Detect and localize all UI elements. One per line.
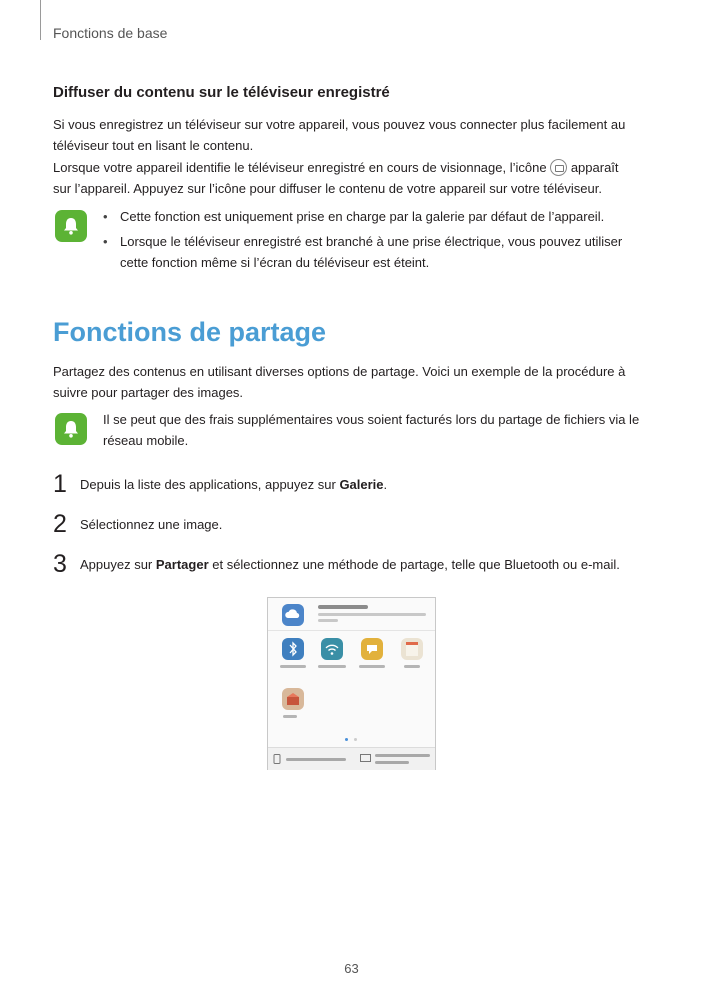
- note-mobile-fees: [103, 409, 663, 451]
- cast-icon: [550, 159, 567, 176]
- contact-name-placeholder: [318, 605, 368, 609]
- step-number: 1: [53, 470, 67, 498]
- bullet-dot: •: [103, 234, 108, 249]
- bullet-dot: •: [103, 209, 108, 224]
- paragraph-registered-tv: [53, 114, 653, 156]
- cloud-icon: [282, 604, 304, 626]
- step-number: 2: [53, 510, 67, 538]
- section-heading: Diffuser du contenu sur le téléviseur enregistré: [53, 84, 390, 101]
- paragraph-line: Lorsque votre appareil identifie le téléviseur enregistré en cours de visionnage, l’icône apparaît: [53, 160, 619, 175]
- note-bullet-list: [103, 206, 663, 277]
- bottom-option-label-placeholder: [375, 754, 430, 757]
- note-bullet: • Cette fonction est uniquement prise en charge par la galerie par défaut de l’appareil.: [103, 206, 663, 227]
- note-bullet: • Lorsque le téléviseur enregistré est branché à une prise électrique, vous pouvez utiliser cette fonction même si l’écran du téléviseur est éteint.: [103, 231, 663, 273]
- paragraph-line: Si vous enregistrez un téléviseur sur votre appareil, vous pouvez vous connecter plus facilement au: [53, 117, 626, 132]
- note-bell-icon: [55, 413, 87, 445]
- step-text: Sélectionnez une image.: [80, 517, 223, 532]
- memo-icon[interactable]: [401, 638, 423, 660]
- contact-detail-placeholder: [318, 613, 426, 616]
- app-label-placeholder: [318, 665, 346, 668]
- share-panel-screenshot: [267, 597, 436, 770]
- email-icon[interactable]: [282, 688, 304, 710]
- app-label-placeholder: [280, 665, 306, 668]
- paragraph-share-intro: [53, 361, 653, 403]
- paragraph-line: suivre pour partager des images.: [53, 385, 244, 400]
- step-text: Depuis la liste des applications, appuyez sur Galerie.: [80, 477, 388, 492]
- carousel-dot-active: [345, 738, 348, 741]
- note-bell-icon: [55, 210, 87, 242]
- wifi-direct-icon[interactable]: [321, 638, 343, 660]
- note-line: réseau mobile.: [103, 433, 189, 448]
- page-margin-line: [40, 0, 41, 40]
- panel-divider: [268, 630, 435, 631]
- bottom-option-label-placeholder: [286, 758, 346, 761]
- phone-transfer-icon[interactable]: [272, 754, 282, 764]
- running-header: Fonctions de base: [53, 25, 168, 41]
- page-number: 63: [344, 961, 359, 976]
- app-label-placeholder: [359, 665, 385, 668]
- section-title: Fonctions de partage: [53, 317, 327, 347]
- app-label-placeholder: [404, 665, 420, 668]
- step-text: Appuyez sur Partager et sélectionnez une méthode de partage, telle que Bluetooth ou e-mail.: [80, 557, 620, 572]
- app-label-placeholder: [283, 715, 297, 718]
- screen-mirror-icon[interactable]: [360, 754, 371, 764]
- note-line: Il se peut que des frais supplémentaires vous soient facturés lors du partage de fichiers via le: [103, 412, 640, 427]
- paragraph-line: sur l’appareil. Appuyez sur l’icône pour diffuser le contenu de votre appareil sur votre téléviseur.: [53, 181, 602, 196]
- paragraph-line: Partagez des contenus en utilisant diverses options de partage. Voici un exemple de la procédure à: [53, 364, 626, 379]
- contact-detail-placeholder: [318, 619, 338, 622]
- paragraph-line: téléviseur tout en lisant le contenu.: [53, 138, 254, 153]
- carousel-dot: [354, 738, 357, 741]
- bluetooth-icon[interactable]: [282, 638, 304, 660]
- message-icon[interactable]: [361, 638, 383, 660]
- paragraph-cast-icon: [53, 157, 653, 199]
- share-panel-bottom-bar: [268, 747, 435, 770]
- bottom-option-label-placeholder: [375, 761, 409, 764]
- step-number: 3: [53, 550, 67, 578]
